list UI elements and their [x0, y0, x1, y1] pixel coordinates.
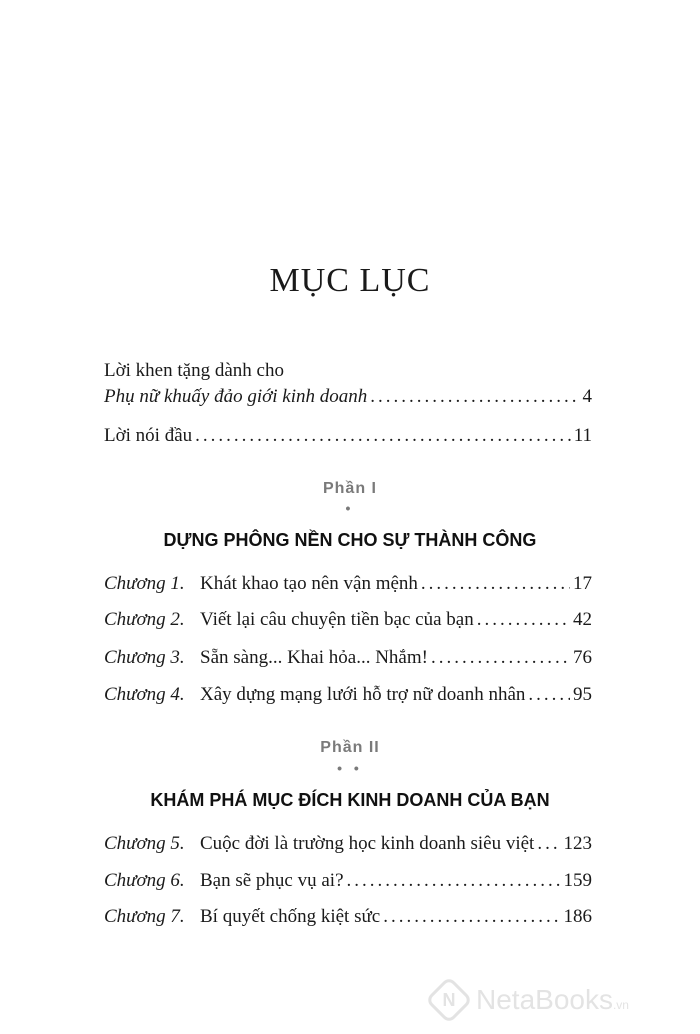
part-label: Phần II [320, 739, 380, 756]
chapter-number: Chương 4. [104, 684, 185, 705]
chapter-number: Chương 3. [104, 647, 185, 668]
toc-page-number: 11 [573, 425, 592, 446]
netabooks-logo-icon: N [425, 976, 473, 1024]
toc-chapter-row[interactable] [104, 833, 592, 859]
page-title: MỤC LỤC [269, 262, 431, 299]
part-marker: • • [337, 760, 363, 776]
toc-chapter-row[interactable] [104, 609, 592, 635]
chapter-title: Bí quyết chống kiệt sức [200, 906, 381, 927]
toc-page-number: 123 [563, 833, 592, 854]
toc-page-number: 17 [573, 573, 592, 594]
part-title: DỰNG PHÔNG NỀN CHO SỰ THÀNH CÔNG [163, 530, 537, 550]
leader-dots [347, 870, 561, 892]
toc-page-number: 4 [582, 386, 592, 407]
chapter-title: Sẵn sàng... Khai hỏa... Nhắm! [200, 647, 428, 668]
toc-page-number: 95 [573, 684, 592, 705]
chapter-title: Xây dựng mạng lưới hỗ trợ nữ doanh nhân [200, 684, 526, 705]
toc-chapter-row[interactable] [104, 573, 592, 599]
toc-praise-line1: Lời khen tặng dành cho [104, 360, 284, 381]
part-label: Phần I [322, 480, 377, 497]
toc-praise-title: Phụ nữ khuấy đảo giới kinh doanh [104, 386, 368, 407]
toc-page-number: 76 [573, 647, 592, 668]
chapter-title: Cuộc đời là trường học kinh doanh siêu việt [200, 833, 535, 854]
leader-dots [421, 573, 570, 595]
toc-page-number: 186 [563, 906, 592, 927]
chapter-title: Viết lại câu chuyện tiền bạc của bạn [200, 609, 474, 630]
leader-dots [383, 906, 560, 928]
watermark [432, 978, 700, 1022]
toc-page-number: 159 [563, 870, 592, 891]
chapter-number: Chương 7. [104, 906, 185, 927]
chapter-title: Bạn sẽ phục vụ ai? [200, 870, 344, 891]
watermark-text: NetaBooks.vn [476, 984, 629, 1015]
toc-row-praise[interactable] [104, 386, 592, 412]
leader-dots [528, 684, 570, 706]
toc-chapter-row[interactable] [104, 647, 592, 673]
leader-dots [195, 425, 571, 447]
leader-dots [431, 647, 570, 669]
toc-chapter-row[interactable] [104, 684, 592, 710]
chapter-title: Khát khao tạo nên vận mệnh [200, 573, 418, 594]
toc-preface-title: Lời nói đầu [104, 425, 193, 446]
toc-page-number: 42 [573, 609, 592, 630]
part-title: KHÁM PHÁ MỤC ĐÍCH KINH DOANH CỦA BẠN [150, 790, 550, 810]
chapter-number: Chương 6. [104, 870, 185, 891]
toc-chapter-row[interactable] [104, 906, 592, 932]
toc-chapter-row[interactable] [104, 870, 592, 896]
leader-dots [370, 386, 579, 408]
part-marker: • [345, 500, 355, 516]
chapter-number: Chương 2. [104, 609, 185, 630]
leader-dots [537, 833, 560, 855]
leader-dots [477, 609, 570, 631]
chapter-number: Chương 1. [104, 573, 185, 594]
chapter-number: Chương 5. [104, 833, 185, 854]
toc-row-preface[interactable] [104, 425, 592, 451]
